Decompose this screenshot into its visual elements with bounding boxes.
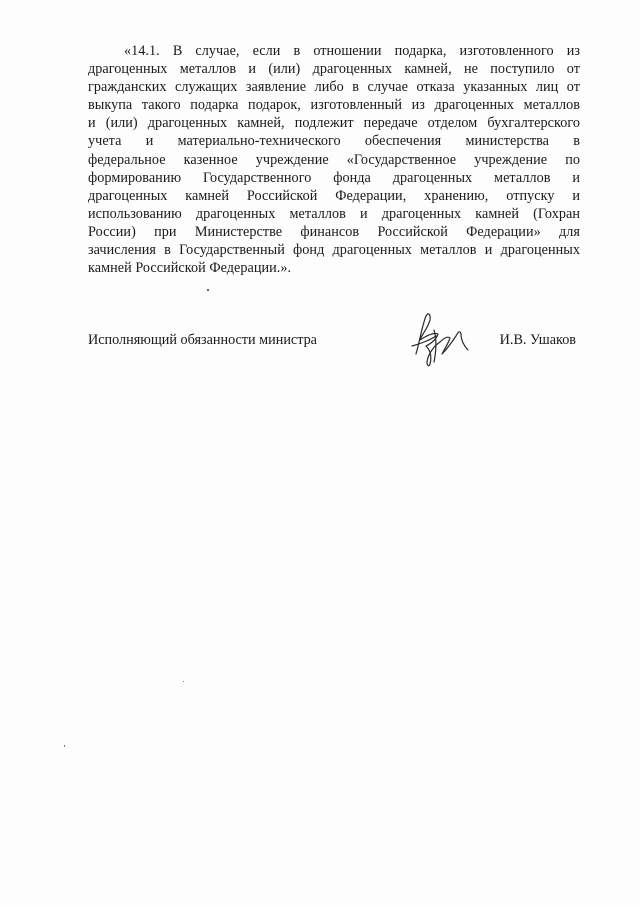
handwritten-signature	[406, 310, 472, 368]
amendment-paragraph	[88, 42, 580, 277]
paragraph-line: камней Российской Федерации.».	[88, 260, 292, 277]
signature-block	[88, 310, 580, 370]
paragraph-line: «14.1. В случае, если в отношении подарка, изготовленного из	[124, 43, 580, 59]
paragraph-line: России) при Министерстве финансов Российской Федерации» для	[88, 223, 580, 240]
paragraph-line: и (или) драгоценных камней, подлежит передаче отделом бухгалтерского	[88, 115, 580, 132]
scan-speck	[64, 745, 65, 747]
signer-name: И.В. Ушаков	[499, 332, 576, 348]
position-title: Исполняющий обязанности министра	[88, 332, 317, 348]
scan-speck	[183, 681, 184, 682]
paragraph-line: выкупа такого подарка подарок, изготовленный из драгоценных металлов	[88, 97, 580, 114]
paragraph-line: драгоценных камней Российской Федерации, хранению, отпуску и	[88, 187, 580, 204]
paragraph-line: использованию драгоценных металлов и драгоценных камней (Гохран	[88, 205, 580, 222]
paragraph-line: федеральное казенное учреждение «Государственное учреждение по	[88, 151, 580, 168]
paragraph-line: зачисления в Государственный фонд драгоценных металлов и драгоценных	[88, 242, 580, 259]
scan-speck	[207, 289, 209, 291]
paragraph-line: гражданских служащих заявление либо в случае отказа указанных лиц от	[88, 79, 580, 96]
paragraph-line: драгоценных металлов и (или) драгоценных камней, не поступило от	[88, 61, 580, 78]
paragraph-line: учета и материально-технического обеспечения министерства в	[88, 133, 580, 150]
paragraph-line: формированию Государственного фонда драгоценных металлов и	[88, 169, 580, 186]
